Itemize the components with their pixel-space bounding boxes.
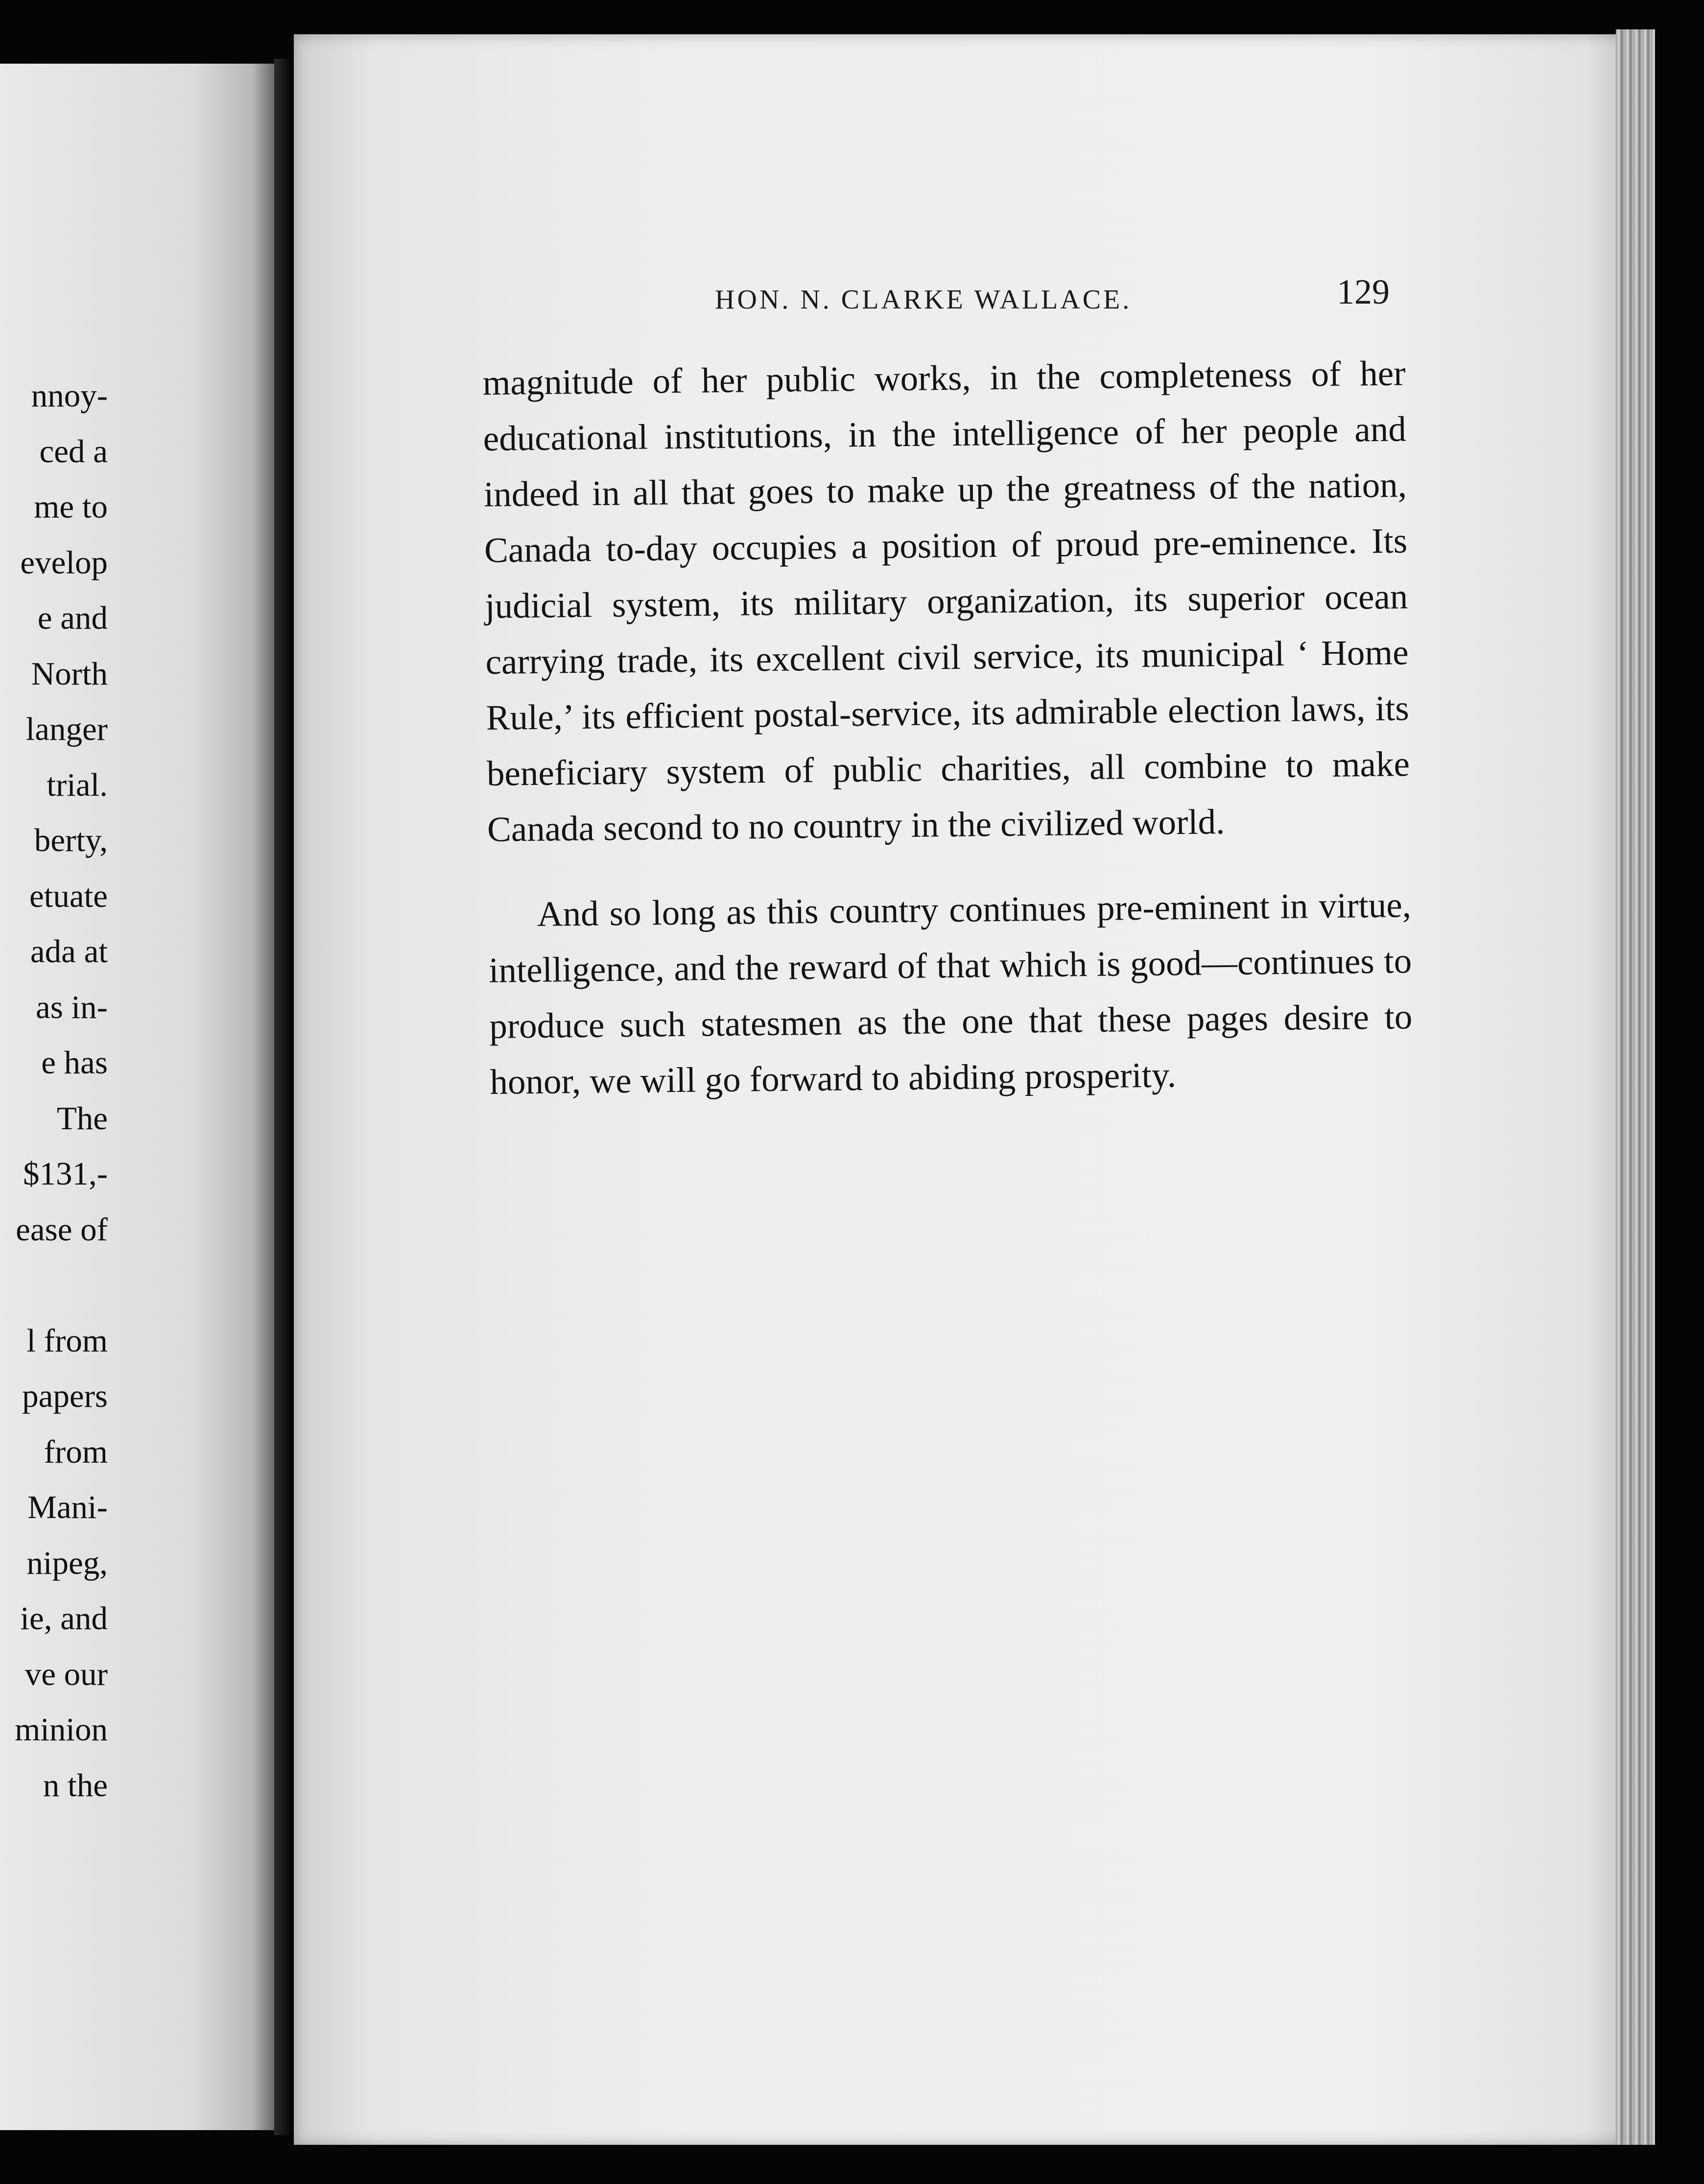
left-page-line: ve our bbox=[24, 1656, 108, 1692]
left-page-line: ease of bbox=[16, 1211, 108, 1248]
left-page-line: berty, bbox=[34, 822, 108, 858]
page-number: 129 bbox=[1337, 272, 1390, 311]
left-page-line: trial. bbox=[47, 766, 108, 803]
left-page-line: The bbox=[56, 1100, 108, 1137]
left-page-line: $131,- bbox=[23, 1156, 108, 1192]
left-page-line: etuate bbox=[29, 878, 108, 914]
left-page-line: n the bbox=[43, 1767, 108, 1804]
left-page-line: as in- bbox=[36, 989, 108, 1025]
body-text bbox=[482, 345, 1413, 1110]
left-page-line: Mani- bbox=[27, 1489, 108, 1525]
left-page bbox=[0, 64, 274, 2130]
left-page-line: e and bbox=[37, 600, 108, 636]
left-page-line: l from bbox=[26, 1322, 108, 1359]
left-page-line: ada at bbox=[30, 933, 108, 970]
left-page-line: from bbox=[44, 1433, 108, 1470]
left-page-line: nipeg, bbox=[26, 1544, 108, 1581]
left-page-line: me to bbox=[34, 489, 108, 525]
left-page-line: ced a bbox=[39, 433, 108, 470]
page-edges bbox=[1616, 29, 1655, 2145]
running-head: HON. N. CLARKE WALLACE. bbox=[715, 285, 1132, 315]
paragraph-2: And so long as this country continues pre-eminent in virtue, intelligence, and the reward of that which is good—continues to produce such statesmen as the one that these pages desire to honor, we will go forward to abiding prosperity. bbox=[488, 885, 1413, 1102]
left-page-line: evelop bbox=[20, 544, 108, 581]
left-page-line: langer bbox=[25, 711, 108, 747]
paragraph-1: magnitude of her public works, in the completeness of her educational institutions, in the intelligence of her people and indeed in all that goes to make up the greatness of the nation, Canada to-day occupies a position of proud pre-eminence. Its judicial system, its military organization, its superior ocean carrying trade, its excellent civil service, its municipal ‘ Home Rule,’ its efficient postal-service, its admirable election laws, its beneficiary system of public charities, all combine to make Canada second to no country in the civilized world. bbox=[482, 353, 1410, 849]
left-page-line: papers bbox=[22, 1378, 108, 1414]
left-page-line: ie, and bbox=[20, 1600, 108, 1637]
left-page-line: minion bbox=[15, 1711, 108, 1748]
left-page-line: nnoy- bbox=[31, 378, 108, 414]
left-page-line: North bbox=[31, 655, 108, 692]
left-page-line: e has bbox=[41, 1045, 108, 1081]
